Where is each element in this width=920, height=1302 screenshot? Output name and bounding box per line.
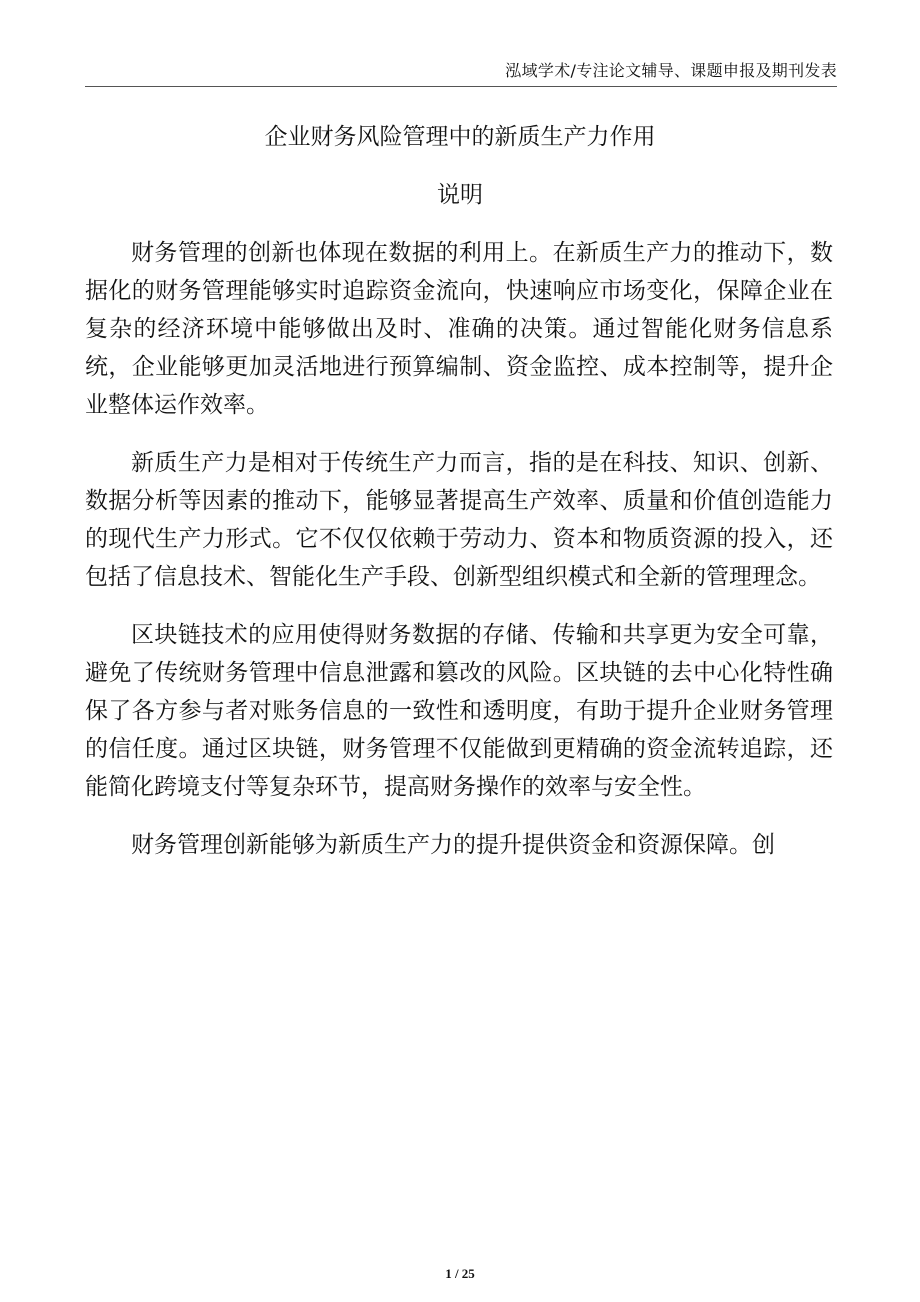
document-body — [85, 234, 833, 884]
header-divider — [85, 86, 837, 87]
header-text: 泓域学术/专注论文辅导、课题申报及期刊发表 — [505, 61, 837, 80]
paragraph: 新质生产力是相对于传统生产力而言，指的是在科技、知识、创新、数据分析等因素的推动下，能够显著提高生产效率、质量和价值创造能力的现代生产力形式。它不仅仅依赖于劳动力、资本和物质资源的投入，还包括了信息技术、智能化生产手段、创新型组织模式和全新的管理理念。 — [85, 450, 833, 590]
document-subtitle: 说明 — [437, 182, 483, 208]
document-title: 企业财务风险管理中的新质生产力作用 — [264, 124, 656, 150]
page-number: 1 / 25 — [445, 1266, 475, 1281]
paragraph: 财务管理创新能够为新质生产力的提升提供资金和资源保障。创 — [131, 832, 775, 858]
paragraph: 区块链技术的应用使得财务数据的存储、传输和共享更为安全可靠，避免了传统财务管理中信息泄露和篡改的风险。区块链的去中心化特性确保了各方参与者对账务信息的一致性和透明度，有助于提升企业财务管理的信任度。通过区块链，财务管理不仅能做到更精确的资金流转追踪，还能简化跨境支付等复杂环节，提高财务操作的效率与安全性。 — [85, 622, 833, 800]
paragraph: 财务管理的创新也体现在数据的利用上。在新质生产力的推动下，数据化的财务管理能够实时追踪资金流向，快速响应市场变化，保障企业在复杂的经济环境中能够做出及时、准确的决策。通过智能化财务信息系统，企业能够更加灵活地进行预算编制、资金监控、成本控制等，提升企业整体运作效率。 — [85, 240, 833, 418]
